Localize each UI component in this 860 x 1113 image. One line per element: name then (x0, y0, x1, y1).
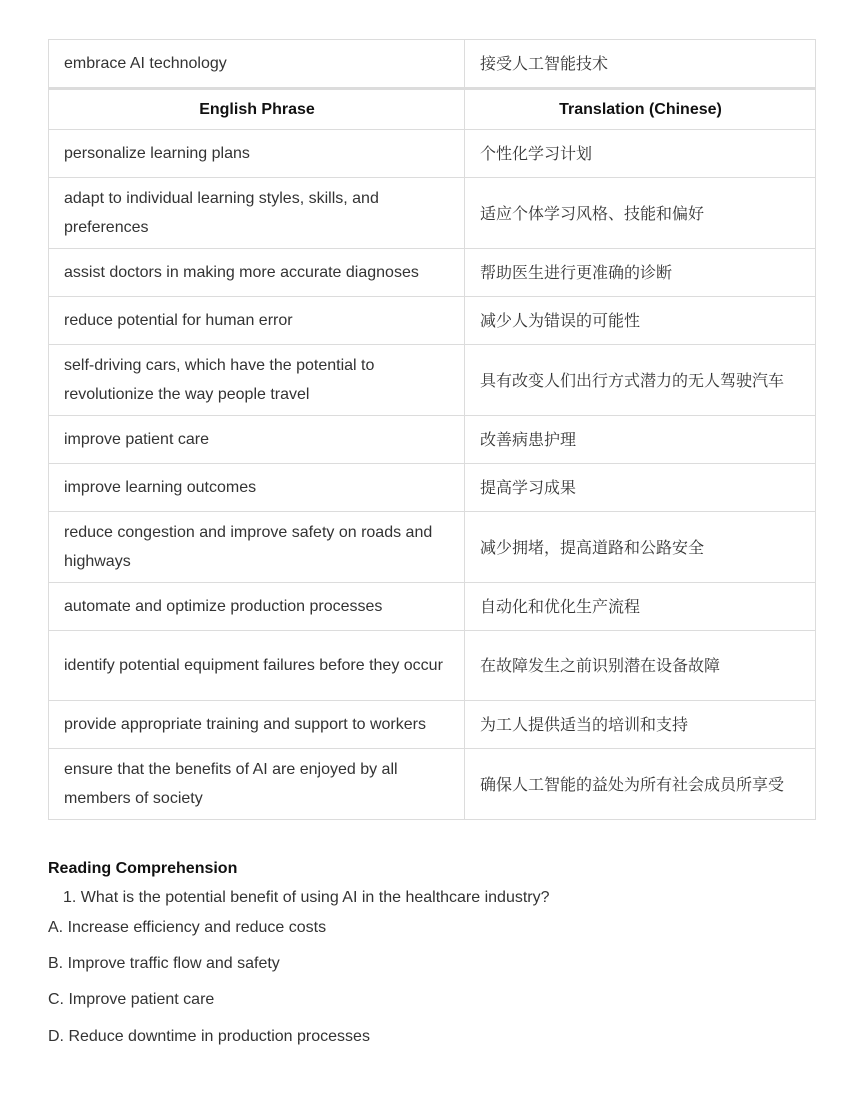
chinese-translation-cell: 适应个体学习风格、技能和偏好 (465, 178, 816, 249)
english-phrase-cell: automate and optimize production processes (49, 583, 465, 631)
chinese-translation-cell: 接受人工智能技术 (465, 40, 816, 89)
table-row (49, 631, 816, 701)
english-phrase-cell: identify potential equipment failures before they occur (49, 631, 465, 701)
chinese-translation-cell: 确保人工智能的益处为所有社会成员所享受 (465, 749, 816, 820)
english-phrase-cell: improve learning outcomes (49, 464, 465, 512)
table-row (49, 749, 816, 820)
answer-option-a: A. Increase efficiency and reduce costs (48, 919, 327, 936)
section-title: Reading Comprehension (48, 860, 238, 877)
answer-option-d: D. Reduce downtime in production processes (48, 1028, 370, 1045)
english-phrase-cell: assist doctors in making more accurate diagnoses (49, 249, 465, 297)
table-row (49, 416, 816, 464)
answer-option-c: C. Improve patient care (48, 991, 215, 1008)
vocabulary-table (48, 39, 816, 820)
table-row (49, 249, 816, 297)
table-row (49, 583, 816, 631)
english-phrase-cell: embrace AI technology (49, 40, 465, 89)
chinese-translation-cell: 减少拥堵，提高道路和公路安全 (465, 512, 816, 583)
english-phrase-header: English Phrase (49, 89, 465, 130)
chinese-translation-cell: 为工人提供适当的培训和支持 (465, 701, 816, 749)
table-header-row (49, 89, 816, 130)
reading-comprehension-section (48, 856, 828, 1045)
english-phrase-cell: improve patient care (49, 416, 465, 464)
english-phrase-cell: self-driving cars, which have the potential to revolutionize the way people travel (49, 345, 465, 416)
vocabulary-table-container (48, 39, 815, 820)
chinese-translation-cell: 减少人为错误的可能性 (465, 297, 816, 345)
chinese-translation-cell: 自动化和优化生产流程 (465, 583, 816, 631)
english-phrase-cell: adapt to individual learning styles, skills, and preferences (49, 178, 465, 249)
table-row (49, 701, 816, 749)
english-phrase-cell: reduce potential for human error (49, 297, 465, 345)
chinese-translation-cell: 提高学习成果 (465, 464, 816, 512)
question-text: 1. What is the potential benefit of using AI in the healthcare industry? (63, 889, 550, 906)
chinese-translation-cell: 改善病患护理 (465, 416, 816, 464)
chinese-translation-cell: 具有改变人们出行方式潜力的无人驾驶汽车 (465, 345, 816, 416)
chinese-translation-cell: 个性化学习计划 (465, 130, 816, 178)
table-row (49, 40, 816, 89)
english-phrase-cell: reduce congestion and improve safety on roads and highways (49, 512, 465, 583)
answer-option-b: B. Improve traffic flow and safety (48, 955, 280, 972)
english-phrase-cell: personalize learning plans (49, 130, 465, 178)
english-phrase-cell: ensure that the benefits of AI are enjoyed by all members of society (49, 749, 465, 820)
chinese-translation-cell: 在故障发生之前识别潜在设备故障 (465, 631, 816, 701)
table-row (49, 178, 816, 249)
chinese-translation-header: Translation (Chinese) (465, 89, 816, 130)
english-phrase-cell: provide appropriate training and support to workers (49, 701, 465, 749)
table-row (49, 464, 816, 512)
chinese-translation-cell: 帮助医生进行更准确的诊断 (465, 249, 816, 297)
table-row (49, 130, 816, 178)
table-row (49, 345, 816, 416)
table-row (49, 512, 816, 583)
table-row (49, 297, 816, 345)
